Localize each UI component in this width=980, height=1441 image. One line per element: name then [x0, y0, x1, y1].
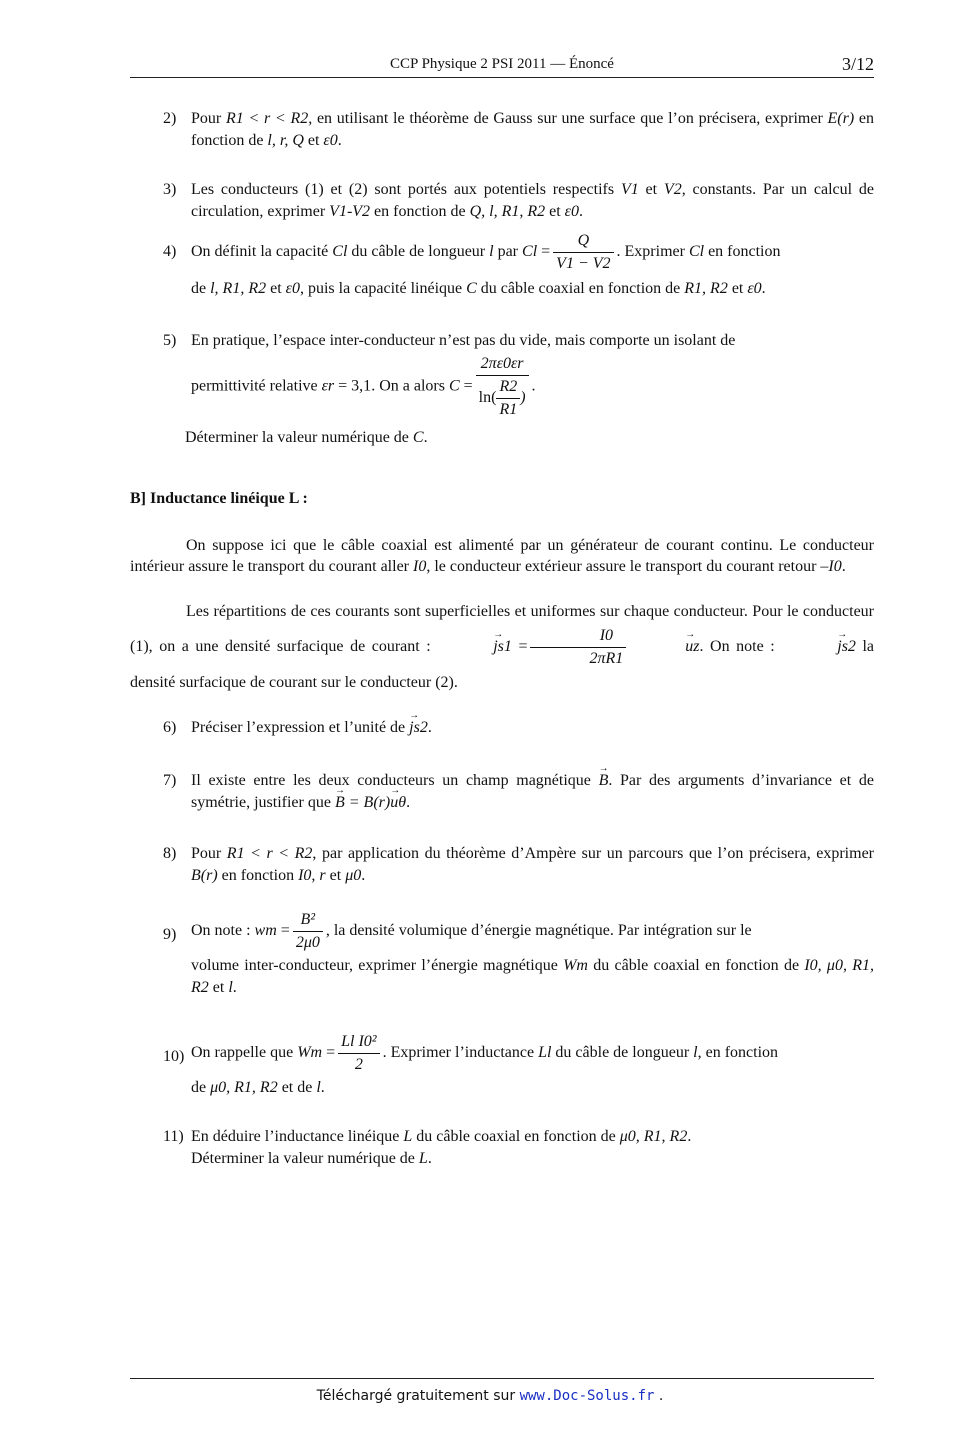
question-text-line: permittivité relative εr = 3,1. On a alors C = 2πε0εr ln( $\frac{R2}{R1}$ ) . — [191, 355, 536, 418]
question-number: 11) — [163, 1128, 184, 1145]
math-expression: Cl — [688, 243, 705, 261]
question-11 — [163, 1126, 874, 1170]
text: du câble coaxial en fonction de — [476, 280, 685, 297]
question-text: Pour R1 < r < R2, en utilisant le théorème de Gauss sur une surface que l’on précisera, exprimer E(r) en fonction de l, r, Q et ε0. — [191, 110, 874, 149]
math-expression: μ0, R1, R2 — [210, 1079, 278, 1096]
text: et — [303, 132, 324, 149]
question-text — [191, 330, 874, 420]
text: de — [191, 1079, 211, 1096]
question-number: 8) — [163, 845, 177, 862]
fraction-numerator: Q — [553, 231, 613, 253]
question-5-part-2 — [163, 427, 874, 449]
math-expression: ε0 — [285, 280, 300, 297]
capacity-formula-fraction — [476, 354, 529, 420]
page-number: 3/12 — [841, 54, 874, 74]
math-expression: V2 — [663, 181, 682, 198]
text: et — [266, 280, 286, 297]
text: en fonction de — [370, 203, 470, 220]
ratio-fraction — [496, 377, 520, 420]
question-text-line — [191, 1148, 874, 1170]
fraction-numerator: B² — [293, 910, 323, 932]
question-number: 2) — [163, 110, 177, 127]
question-7 — [163, 770, 874, 814]
question-4 — [163, 231, 874, 300]
math-expression: C — [466, 280, 477, 297]
text: , le conducteur extérieur assure le transport du courant retour — [426, 558, 821, 575]
math-expression: l — [228, 979, 233, 996]
math-expression: Wm — [297, 1044, 323, 1062]
fraction-numerator: I0 — [530, 626, 626, 648]
text: du câble coaxial en fonction de — [587, 957, 805, 974]
math-expression: Wm — [563, 957, 588, 974]
math-expression: C — [448, 377, 460, 395]
math-vector: → uz — [629, 633, 699, 661]
text: , par application du théorème d’Ampère sur un parcours que l’on précisera, exprimer — [312, 845, 874, 862]
question-3 — [163, 179, 874, 223]
math-expression: B(r) — [191, 867, 218, 884]
ln-label: ln( — [478, 389, 497, 407]
fraction-numerator: 2πε0εr — [476, 354, 529, 376]
fraction-numerator: Ll I0² — [338, 1032, 379, 1054]
text: permittivité relative — [191, 377, 322, 395]
text: et de — [277, 1079, 317, 1096]
question-number: 3) — [163, 181, 177, 198]
text: . On a alors — [371, 377, 449, 395]
text: . — [427, 719, 432, 736]
text: et — [208, 979, 229, 996]
text: Déterminer la valeur numérique de — [191, 1150, 419, 1167]
math-expression: μ0 — [345, 867, 362, 884]
text: de — [191, 280, 211, 297]
math-vector: → B — [335, 792, 345, 814]
text: en fonction — [704, 243, 781, 261]
text: Déterminer la valeur numérique de — [185, 429, 413, 446]
question-text — [191, 770, 874, 814]
text: . — [841, 558, 846, 575]
text: . Exprimer — [616, 243, 689, 261]
question-text: Les conducteurs (1) et (2) sont portés aux potentiels respectifs V1 et V2, constants. Par un calcul de circulation, exprimer V1-V2 en fonction de Q, l, R1, R2 et ε0. — [191, 181, 875, 220]
text: = 3,1 — [334, 377, 372, 395]
question-8 — [163, 843, 874, 887]
text: par — [493, 243, 523, 261]
math-expression: l — [489, 243, 494, 261]
text: du câble de longueur — [347, 243, 490, 261]
fraction-denominator: 2πR1 — [589, 650, 624, 667]
math-expression: μ0, R1, R2 — [619, 1128, 688, 1145]
question-number: 6) — [163, 719, 177, 736]
math-expression: Cl — [522, 243, 538, 261]
fraction-numerator: R2 — [496, 377, 520, 399]
intro-paragraph-2: Les répartitions de ces courants sont superficielles et uniformes sur chaque conducteur. Pour le conducteur (1), on a une densité surfacique de courant : → js1 = $\frac{I0}{2\pi R1}$ → uz. On note : → js2 la densité surfacique de courant sur le conducteur (2). — [130, 598, 874, 697]
math-expression: ε0 — [747, 280, 762, 297]
math-vector: → uθ — [390, 792, 406, 814]
question-number: 5) — [163, 332, 177, 349]
text: On rappelle que — [191, 1044, 298, 1062]
footer-link[interactable]: www.Doc-Solus.fr — [519, 1388, 655, 1404]
text: Les conducteurs (1) et (2) sont portés aux potentiels respectifs — [191, 181, 621, 198]
text: . Par des arguments d’invariance et de symétrie, justifier que — [191, 772, 874, 811]
capacitance-fraction — [553, 231, 613, 274]
math-expression: V1-V2 — [329, 203, 371, 220]
text: , la densité volumique d’énergie magnétique. Par intégration sur le — [325, 922, 752, 940]
text: , constants. Par un calcul de circulation, exprimer — [191, 181, 875, 220]
text: Préciser l’expression et l’unité de — [191, 719, 410, 736]
question-text: En déduire l’inductance linéique L du câble coaxial en fonction de μ0, R1, R2. Déterminer la valeur numérique de L. — [191, 1126, 874, 1170]
math-expression: I0, r — [298, 867, 326, 884]
math-expression: = B(r) — [348, 794, 391, 811]
page-footer — [0, 1388, 980, 1404]
math-expression: ε0 — [564, 203, 579, 220]
question-text: On note : wm = $\frac{\text{B²}}{2\mu 0}$ , la densité volumique d’énergie magnétique. Par intégration sur le volume inter-conducteur, exprimer l’énergie magnétique Wm du câble coaxial en fonction de I0, μ0, R1, R2 et l. — [191, 910, 874, 999]
math-expression: E(r) — [827, 110, 855, 127]
math-expression: Cl — [332, 243, 348, 261]
text: Il existe entre les deux conducteurs un champ magnétique — [191, 772, 599, 789]
math-expression: ε0 — [323, 132, 338, 149]
math-expression: –I0 — [820, 558, 842, 575]
text: et — [727, 280, 748, 297]
question-text-line: En pratique, l’espace inter-conducteur n’est pas du vide, mais comporte un isolant de — [191, 332, 736, 349]
question-text: On définit la capacité Cl du câble de longueur l par Cl = $\frac{Q}{V1 - V2}$ . Exprimer Cl en fonction de l, R1, R2 et ε0, puis la capacité linéique C du câble coaxial en fonction de R1, R2 et ε0. — [191, 231, 874, 300]
text: volume inter-conducteur, exprimer l’énergie magnétique — [191, 957, 564, 974]
math-expression: R1, R2 — [684, 280, 728, 297]
text: et — [325, 867, 346, 884]
text: en fonction de — [191, 110, 874, 149]
text: Pour — [191, 110, 226, 127]
text: en fonction — [217, 867, 299, 884]
math-expression: C — [412, 429, 424, 446]
text: , puis la capacité linéique — [299, 280, 467, 297]
text: . Exprimer l’inductance — [382, 1044, 539, 1062]
text: Les répartitions de ces courants sont superficielles et uniformes sur chaque conducteur. Pour le conducteur (1), on a une densité surfacique de courant : — [130, 603, 874, 656]
math-expression: R1 < r < R2 — [226, 845, 313, 862]
text: du câble coaxial en fonction de — [412, 1128, 620, 1145]
text: . — [406, 794, 411, 811]
question-text-line: de μ0, R1, R2 et de l. — [191, 1079, 325, 1096]
fraction-denominator: R1 — [499, 401, 518, 418]
math-vector: → B — [599, 770, 609, 792]
header-title: CCP Physique 2 PSI 2011 — Énoncé — [390, 56, 614, 72]
math-expression: εr — [321, 377, 335, 395]
math-expression: V1 — [620, 181, 639, 198]
math-expression: L — [418, 1150, 428, 1167]
fraction-denominator: ln( $\frac{R2}{R1}$ ) — [478, 378, 526, 418]
text: On définit la capacité — [191, 243, 333, 261]
energy-fraction — [338, 1032, 379, 1075]
text: Pour — [191, 845, 227, 862]
text: et — [638, 181, 664, 198]
question-text-line: de l, R1, R2 et ε0, puis la capacité linéique C du câble coaxial en fonction de R1, R2 et ε0. — [191, 280, 766, 297]
question-text: Pour R1 < r < R2, par application du théorème d’Ampère sur un parcours que l’on précisera, exprimer B(r) en fonction I0, r et μ0. — [191, 845, 874, 884]
math-expression: Ll — [538, 1044, 552, 1062]
question-5 — [163, 330, 874, 420]
question-text — [191, 717, 874, 739]
math-expression: R1 < r < R2 — [225, 110, 309, 127]
question-text: On rappelle que Wm = $\frac{\text{Ll I0²}}{2}$ . Exprimer l’inductance Ll du câble de longueur l, en fonction de μ0, R1, R2 et de l. — [191, 1032, 874, 1099]
text: On note : — [191, 922, 255, 940]
math-expression: l — [316, 1079, 321, 1096]
question-text — [185, 427, 874, 449]
fraction-denominator: 2 — [354, 1056, 363, 1073]
text: . — [427, 1150, 432, 1167]
text: . — [423, 429, 428, 446]
fraction-denominator: 2μ0 — [295, 934, 320, 951]
energy-density-fraction — [293, 910, 323, 953]
header-rule — [130, 77, 874, 78]
math-vector: → js1 — [437, 633, 512, 661]
math-expression: wm — [254, 922, 277, 940]
text: On suppose ici que le câble coaxial est alimenté par un générateur de courant continu. Le conducteur intérieur assure le transport du courant aller — [130, 537, 874, 575]
math-expression: l — [693, 1044, 698, 1062]
math-expression: L — [403, 1128, 413, 1145]
question-9 — [163, 910, 874, 999]
page-header — [130, 54, 874, 78]
math-expression: l, r, Q — [267, 132, 304, 149]
text: , en fonction — [697, 1044, 779, 1062]
fraction-denominator: V1 − V2 — [556, 255, 611, 272]
question-10 — [163, 1032, 874, 1099]
question-text-line: volume inter-conducteur, exprimer l’énergie magnétique Wm du câble coaxial en fonction de I0, μ0, R1, R2 et l. — [191, 957, 874, 996]
math-vector: → js2 — [409, 717, 428, 739]
question-number: 4) — [163, 243, 177, 260]
text: du câble de longueur — [551, 1044, 694, 1062]
math-expression: l, R1, R2 — [210, 280, 267, 297]
question-number: 9) — [163, 926, 177, 943]
text: En déduire l’inductance linéique — [191, 1128, 404, 1145]
section-heading: B] Inductance linéique L : — [130, 490, 308, 507]
math-expression: I0, μ0, R1, R2 — [191, 957, 874, 996]
footer-rule — [130, 1378, 874, 1379]
text: et — [545, 203, 565, 220]
math-expression: Q, l, R1, R2 — [469, 203, 546, 220]
math-expression: I0 — [413, 558, 427, 575]
intro-paragraph-1 — [130, 535, 874, 577]
question-number: 10) — [163, 1048, 185, 1065]
current-density-fraction — [530, 626, 626, 669]
math-vector: → js2 — [781, 633, 856, 661]
question-2 — [163, 108, 874, 152]
footer-text: Téléchargé gratuitement sur — [316, 1388, 520, 1404]
footer-text-end: . — [654, 1388, 664, 1404]
text: . On note : — [699, 638, 782, 656]
question-number: 7) — [163, 772, 177, 789]
question-6 — [163, 717, 874, 739]
text: , en utilisant le théorème de Gauss sur une surface que l’on précisera, exprimer — [308, 110, 828, 127]
text: la densité surfacique de courant sur le conducteur (2). — [130, 638, 875, 691]
